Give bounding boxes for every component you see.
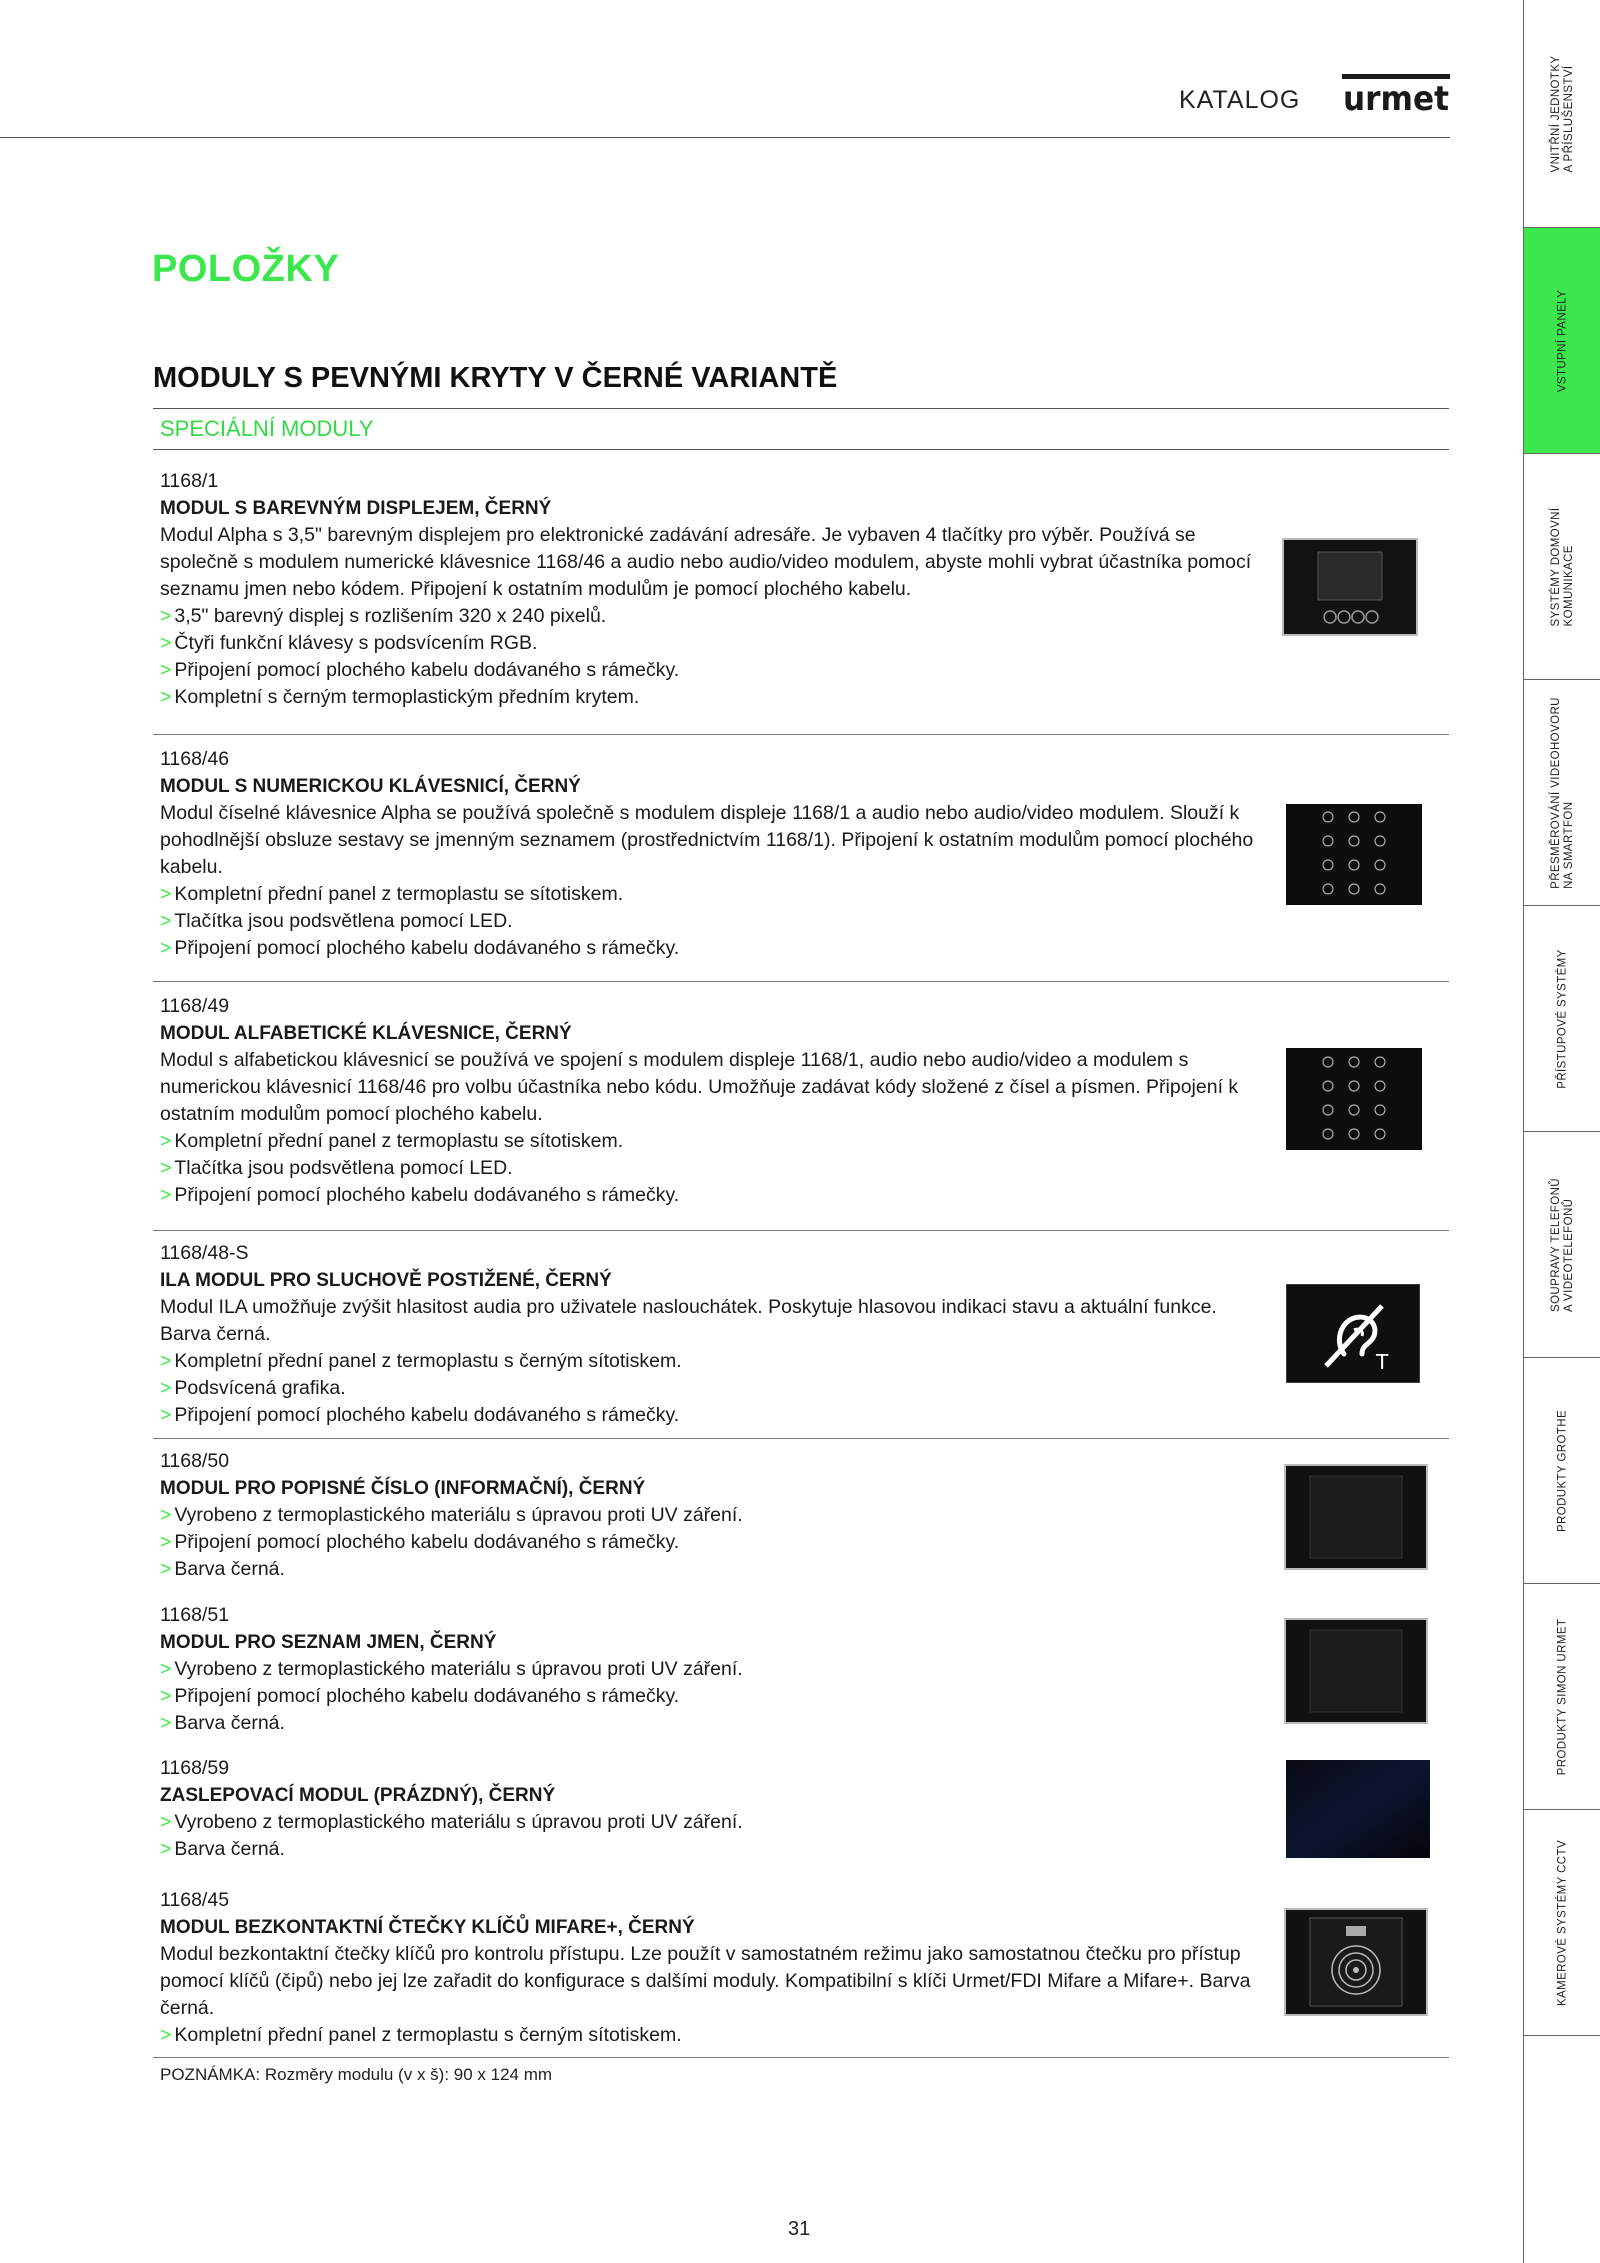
product-name: MODUL S NUMERICKOU KLÁVESNICÍ, ČERNÝ [160,776,581,797]
numeric-keypad-icon [1286,804,1422,905]
product-feature: > Tlačítka jsou podsvětlena pomocí LED. [160,1157,513,1179]
product-feature: > Vyrobeno z termoplastického materiálu s úpravou proti UV záření. [160,1811,743,1833]
product-item [160,468,1260,711]
subsection-top-line [153,408,1449,409]
page-title: POLOŽKY [152,248,340,290]
product-feature: > Vyrobeno z termoplastického materiálu s úpravou proti UV záření. [160,1504,743,1526]
product-feature: > Podsvícená grafika. [160,1377,346,1399]
product-item [160,1448,1260,1583]
sidebar-item-intercom-systems[interactable]: SYSTÉMY DOMOVNÍ KOMUNIKACE [1524,454,1600,680]
product-divider [153,734,1449,735]
product-feature: > 3,5" barevný displej s rozlišením 320 x 240 pixelů. [160,605,607,627]
product-name: ILA MODUL PRO SLUCHOVĚ POSTIŽENÉ, ČERNÝ [160,1270,612,1291]
product-feature: > Barva černá. [160,1712,285,1734]
page-number: 31 [788,2218,811,2240]
sidebar-item-indoor-units[interactable]: VNITŘNÍ JEDNOTKY A PŘÍSLUŠENSTVÍ [1524,0,1600,228]
product-description: Modul Alpha s 3,5" barevným displejem pro elektronické zadávání adresáře. Je vybaven 4 tlačítky pro výběr. Používá se společně s modulem numerické klávesnice 1168/46 a audio nebo audio/video modulem, abyste mohli vybrat účastníka pomocí seznamu jmen nebo kódem. Připojení k ostatním modulům je pomocí plochého kabelu. [160,524,1252,600]
product-code: 1168/1 [160,470,219,492]
product-feature: > Vyrobeno z termoplastického materiálu s úpravou proti UV záření. [160,1658,743,1680]
product-divider [153,1230,1449,1231]
subsection-title: SPECIÁLNÍ MODULY [160,416,374,441]
product-code: 1168/49 [160,995,230,1017]
sidebar-item-call-forwarding[interactable]: PŘESMĚROVÁNÍ VIDEOHOVORU NA SMARTFON [1524,680,1600,906]
product-feature: > Kompletní s černým termoplastickým předním krytem. [160,686,640,708]
hearing-loop-letter: T [1376,1350,1389,1374]
urmet-logo [1342,72,1450,119]
catalog-label: KATALOG [1179,86,1301,114]
header-divider [0,137,1450,138]
product-name: MODUL ALFABETICKÉ KLÁVESNICE, ČERNÝ [160,1023,572,1044]
category-sidebar [1523,0,1600,2263]
alpha-keypad-icon [1286,1048,1422,1150]
product-code: 1168/51 [160,1604,230,1626]
sidebar-item-grothe[interactable]: PRODUKTY GROTHE [1524,1358,1600,1584]
dimensions-note: POZNÁMKA: Rozměry modulu (v x š): 90 x 124 mm [160,2065,553,2084]
section-title: MODULY S PEVNÝMI KRYTY V ČERNÉ VARIANTĚ [153,362,838,394]
product-name: MODUL PRO POPISNÉ ČÍSLO (INFORMAČNÍ), ČERNÝ [160,1478,646,1499]
product-code: 1168/46 [160,748,230,770]
blank-module-icon [1286,1760,1430,1858]
display-module-icon [1282,538,1418,636]
product-description: Modul s alfabetickou klávesnicí se používá ve spojení s modulem displeje 1168/1, audio nebo audio/video a modulem s numerickou klávesnicí 1168/46 pro volbu účastníka nebo kódu. Umožňuje zadávat kódy složené z čísel a písmen. Připojení k ostatním modulům pomocí plochého kabelu. [160,1049,1239,1125]
product-item [160,1887,1260,2049]
product-feature: > Připojení pomocí plochého kabelu dodávaného s rámečky. [160,937,680,959]
name-list-module-icon [1284,1618,1428,1724]
product-divider [153,981,1449,982]
product-feature: > Čtyři funkční klávesy s podsvícením RGB. [160,632,538,654]
product-item [160,746,1260,962]
product-description: Modul číselné klávesnice Alpha se používá společně s modulem displeje 1168/1 a audio nebo audio/video modulem. Slouží k pohodlnější obsluze sestavy se jmenným seznamem (prostřednictvím 1168/1). Připojení k ostatním modulům pomocí plochého kabelu. [160,802,1254,878]
product-feature: > Kompletní přední panel z termoplastu s černým sítotiskem. [160,1350,682,1372]
sidebar-item-phone-kits[interactable]: SOUPRAVY TELEFONŮ A VIDEOTELEFONŮ [1524,1132,1600,1358]
product-description: Modul ILA umožňuje zvýšit hlasitost audia pro uživatele naslouchátek. Poskytuje hlasovou indikaci stavu a aktuální funkce. Barva černá. [160,1296,1217,1345]
product-feature: > Připojení pomocí plochého kabelu dodávaného s rámečky. [160,1531,680,1553]
product-code: 1168/45 [160,1889,230,1911]
svg-text:urmet: urmet [1343,79,1449,114]
product-name: ZASLEPOVACÍ MODUL (PRÁZDNÝ), ČERNÝ [160,1785,556,1806]
product-feature: > Barva černá. [160,1838,285,1860]
sidebar-item-cctv[interactable]: KAMEROVÉ SYSTÉMY CCTV [1524,1810,1600,2036]
note-divider [153,2057,1449,2058]
subsection-bottom-line [153,449,1449,450]
product-code: 1168/59 [160,1757,230,1779]
product-item [160,1240,1260,1429]
product-item [160,1602,1260,1737]
product-feature: > Připojení pomocí plochého kabelu dodávaného s rámečky. [160,659,680,681]
product-name: MODUL PRO SEZNAM JMEN, ČERNÝ [160,1632,497,1653]
product-feature: > Připojení pomocí plochého kabelu dodávaného s rámečky. [160,1685,680,1707]
product-feature: > Kompletní přední panel z termoplastu se sítotiskem. [160,1130,624,1152]
sidebar-item-entry-panels[interactable]: VSTUPNÍ PANELY [1524,228,1600,454]
product-description: Modul bezkontaktní čtečky klíčů pro kontrolu přístupu. Lze použít v samostatném režimu jako samostatnou čtečku pro přístup pomocí klíčů (čipů) nebo jej lze zařadit do konfigurace s dalšími moduly. Kompatibilní s klíči Urmet/FDI Mifare a Mifare+. Barva černá. [160,1943,1251,2019]
product-name: MODUL BEZKONTAKTNÍ ČTEČKY KLÍČŮ MIFARE+, ČERNÝ [160,1917,695,1938]
hearing-loop-icon [1286,1284,1420,1383]
product-feature: > Tlačítka jsou podsvětlena pomocí LED. [160,910,513,932]
product-feature: > Kompletní přední panel z termoplastu se sítotiskem. [160,883,624,905]
product-divider [153,1438,1449,1439]
product-feature: > Připojení pomocí plochého kabelu dodávaného s rámečky. [160,1184,680,1206]
rfid-reader-icon [1284,1908,1428,2016]
product-code: 1168/48-S [160,1242,249,1264]
info-module-icon [1284,1464,1428,1570]
product-feature: > Kompletní přední panel z termoplastu s černým sítotiskem. [160,2024,682,2046]
product-item [160,993,1260,1209]
product-feature: > Připojení pomocí plochého kabelu dodávaného s rámečky. [160,1404,680,1426]
sidebar-item-access-systems[interactable]: PŘÍSTUPOVÉ SYSTÉMY [1524,906,1600,1132]
product-item [160,1755,1260,1863]
product-feature: > Barva černá. [160,1558,285,1580]
sidebar-item-simon-urmet[interactable]: PRODUKTY SIMON URMET [1524,1584,1600,1810]
product-code: 1168/50 [160,1450,230,1472]
product-name: MODUL S BAREVNÝM DISPLEJEM, ČERNÝ [160,498,552,519]
